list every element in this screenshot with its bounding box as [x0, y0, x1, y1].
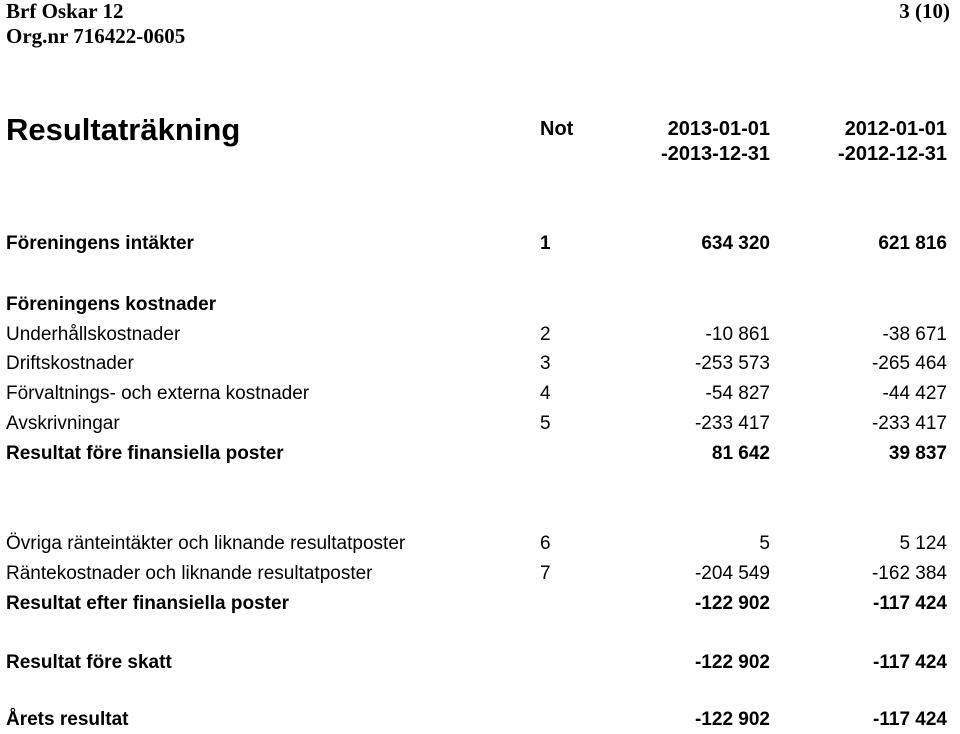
row-note: 4: [540, 383, 551, 404]
row-value-2013: -10 861: [705, 324, 770, 345]
org-number: Org.nr 716422-0605: [6, 24, 186, 48]
row-label: Övriga ränteintäkter och liknande resultatposter: [6, 533, 406, 554]
row-value-2012: -162 384: [871, 563, 947, 584]
row-value-2013: -122 902: [694, 593, 770, 614]
row-value-2012: -233 417: [871, 413, 947, 434]
row-label: Resultat efter finansiella poster: [6, 593, 289, 614]
row-value-2012: -38 671: [882, 324, 947, 345]
row-value-2013: -122 902: [694, 709, 770, 730]
table-row: [0, 321, 960, 349]
row-label: Resultat före finansiella poster: [6, 443, 284, 464]
column-header-period1-end: -2013-12-31: [661, 143, 770, 165]
table-row: [0, 560, 960, 588]
column-header-period2-start: 2012-01-01: [844, 118, 947, 140]
table-row: [0, 291, 960, 319]
row-value-2012: -117 424: [873, 652, 947, 673]
row-label: Föreningens intäkter: [6, 233, 194, 254]
table-row: [0, 230, 960, 258]
row-value-2012: -44 427: [882, 383, 947, 404]
table-row: [0, 410, 960, 438]
page-title: Resultaträkning: [6, 112, 241, 147]
row-label: Avskrivningar: [6, 413, 120, 434]
row-value-2012: -117 424: [873, 593, 947, 614]
table-row: [0, 649, 960, 677]
row-value-2013: -54 827: [705, 383, 770, 404]
row-label: Resultat före skatt: [6, 652, 172, 673]
table-row: [0, 350, 960, 378]
row-value-2012: 5 124: [899, 533, 947, 554]
row-value-2013: 634 320: [701, 233, 770, 254]
row-value-2012: 621 816: [878, 233, 947, 254]
row-note: 5: [540, 413, 551, 434]
row-value-2012: 39 837: [888, 443, 947, 464]
table-row: [0, 530, 960, 558]
row-value-2013: -204 549: [694, 563, 770, 584]
row-value-2013: 5: [759, 533, 770, 554]
row-value-2012: -117 424: [873, 709, 947, 730]
column-header-period1-start: 2013-01-01: [667, 118, 770, 140]
row-label: Räntekostnader och liknande resultatposter: [6, 563, 373, 584]
row-value-2012: -265 464: [871, 353, 947, 374]
row-label: Förvaltnings- och externa kostnader: [6, 383, 310, 404]
row-note: 7: [540, 563, 551, 584]
company-name: Brf Oskar 12: [6, 0, 124, 23]
table-row: [0, 440, 960, 468]
row-value-2013: -122 902: [694, 652, 770, 673]
row-note: 6: [540, 533, 551, 554]
table-row: [0, 590, 960, 618]
row-label: Årets resultat: [6, 709, 129, 730]
column-header-period2-end: -2012-12-31: [838, 143, 947, 165]
row-note: 1: [540, 233, 551, 254]
row-label: Driftskostnader: [6, 353, 134, 374]
row-value-2013: 81 642: [711, 443, 770, 464]
row-value-2013: -253 573: [694, 353, 770, 374]
row-note: 3: [540, 353, 551, 374]
page-number: 3 (10): [899, 0, 950, 23]
row-value-2013: -233 417: [694, 413, 770, 434]
column-header-note: Not: [540, 118, 574, 140]
row-label: Underhållskostnader: [6, 324, 181, 345]
table-row: [0, 380, 960, 408]
row-label: Föreningens kostnader: [6, 294, 217, 315]
row-note: 2: [540, 324, 551, 345]
